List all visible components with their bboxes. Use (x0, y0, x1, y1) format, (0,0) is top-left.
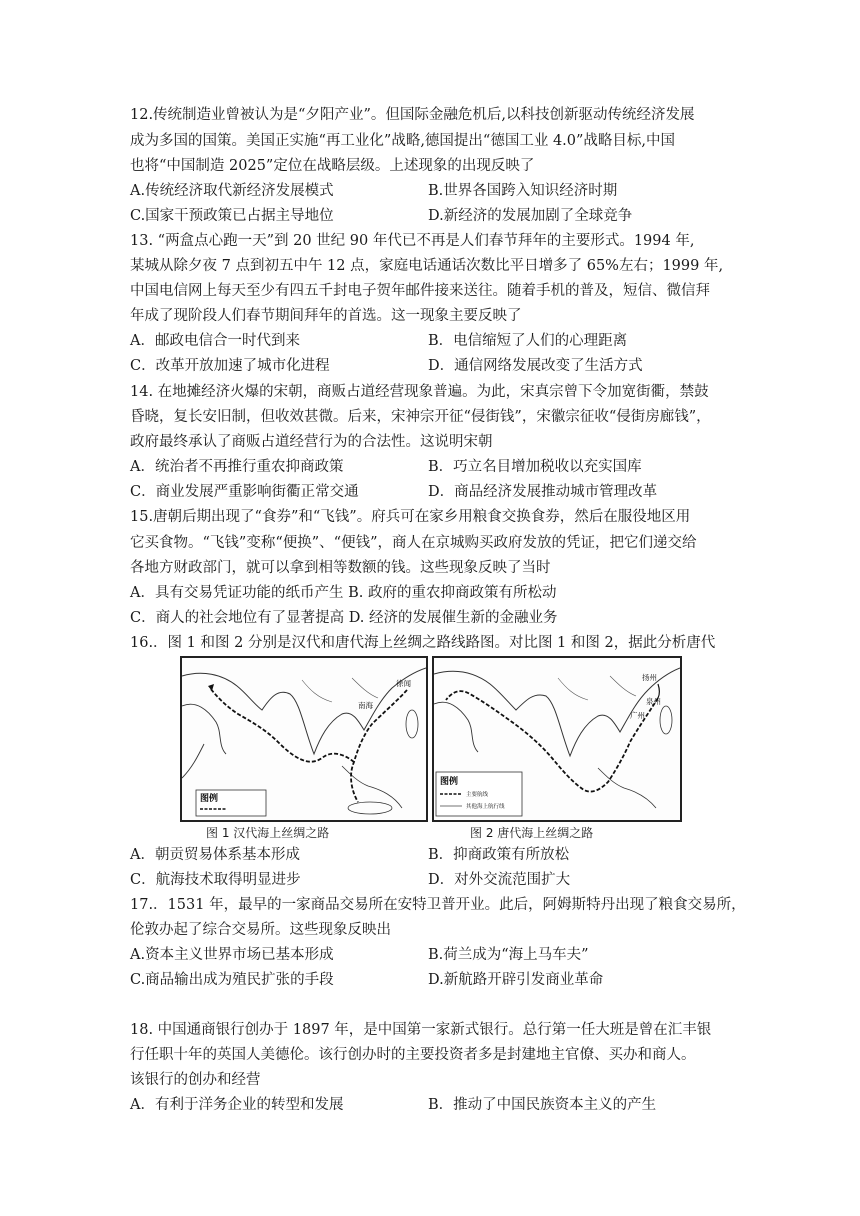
q16-option-d: D．对外交流范围扩大 (428, 872, 571, 888)
q17-line-2: 伦敦办起了综合交易所。这些现象反映出 (130, 922, 391, 938)
q15-options-cd: C．商人的社会地位有了显著提高 D. 经济的发展催生新的金融业务 (130, 610, 558, 626)
q17-option-a: A.资本主义世界市场已基本形成 (130, 947, 334, 963)
map-2-legend-title: 图例 (440, 777, 459, 787)
map-1-coastline-north (182, 668, 426, 754)
map-1-route-line (210, 688, 407, 802)
q16-option-c: C．航海技术取得明显进步 (130, 872, 301, 888)
q17-option-d: D.新航路开辟引发商业革命 (428, 972, 604, 988)
q14-option-c: C．商业发展严重影响街衢正常交通 (130, 484, 359, 500)
q14-option-d: D．商品经济发展推动城市管理改革 (428, 484, 658, 500)
q13-option-c: C．改革开放加速了城市化进程 (130, 358, 330, 374)
q12-option-d: D.新经济的发展加剧了全球竞争 (428, 208, 633, 224)
map-2-drawing (434, 658, 680, 820)
q18-option-b: B．推动了中国民族资本主义的产生 (428, 1097, 657, 1113)
q13-option-b: B．电信缩短了人们的心理距离 (428, 333, 628, 349)
q16-option-b: B．抑商政策有所放松 (428, 847, 570, 863)
q18-option-a: A．有利于洋务企业的转型和发展 (130, 1097, 344, 1113)
q15-line-1: 15.唐朝后期出现了“食券”和“飞钱”。府兵可在家乡用粮食交换食券，然后在服役地区用 (130, 509, 691, 525)
figure-1-caption: 图 1 汉代海上丝绸之路 (206, 826, 330, 840)
figure-2-caption: 图 2 唐代海上丝绸之路 (470, 826, 594, 840)
map-1-label-nanhai: 南海 (358, 701, 373, 710)
q13-line-3: 中国电信网上每天至少有四五千封电子贺年邮件接来送往。随着手机的普及，短信、微信拜 (130, 283, 710, 299)
q15-line-3: 各地方财政部门，就可以拿到相等数额的钱。这些现象反映了当时 (130, 560, 551, 576)
q18-line-3: 该银行的创办和经营 (130, 1072, 261, 1088)
q14-option-b: B．巧立名目增加税收以充实国库 (428, 459, 642, 475)
q17-option-c: C.商品输出成为殖民扩张的手段 (130, 972, 334, 988)
q12-option-b: B.世界各国跨入知识经济时期 (428, 183, 618, 199)
map-1-island-java (348, 802, 392, 814)
q18-line-1: 18. 中国通商银行创办于 1897 年，是中国第一家新式银行。总行第一任大班是曾在汇丰银 (130, 1022, 712, 1038)
q14-line-3: 政府最终承认了商贩占道经营行为的合法性。这说明宋朝 (130, 434, 493, 450)
map-2-label-quanzhou: 泉州 (646, 697, 661, 706)
q13-option-d: D．通信网络发展改变了生活方式 (428, 358, 643, 374)
map-1-river (302, 680, 332, 702)
map-2-label-yangzhou: 扬州 (642, 673, 657, 682)
map-1-legend-title: 图例 (200, 794, 219, 804)
map-2-river (558, 678, 588, 700)
map-2-legend-other-route-label: 其他海上航行线 (466, 804, 505, 810)
q12-option-c: C.国家干预政策已占据主导地位 (130, 208, 334, 224)
q17-line-1: 17.．1531 年，最早的一家商品交易所在安特卫普开业。此后，阿姆斯特丹出现了粮食交易所， (130, 897, 746, 913)
map-2-river (610, 676, 636, 696)
map-2-label-guangzhou: 广州 (630, 711, 645, 720)
map-2-coastline-islands (598, 768, 656, 808)
q14-line-2: 昏晓，复长安旧制，但收效甚微。后来，宋神宗开征“侵街钱”，宋徽宗征收“侵街房廊钱”， (130, 409, 711, 425)
q16-option-a: A．朝贡贸易体系基本形成 (130, 847, 300, 863)
map-1-coastline-arabia (182, 704, 226, 754)
map-1-island-taiwan (406, 710, 418, 738)
figure-1-han-maritime-silk-road-map (180, 656, 428, 822)
q13-option-a: A．邮政电信合一时代到来 (130, 333, 300, 349)
q14-line-1: 14. 在地摊经济火爆的宋朝，商贩占道经营现象普遍。为此，宋真宗曾下令加宽街衢，禁鼓 (130, 384, 709, 400)
map-1-coastline-africa (182, 744, 204, 778)
q12-line-3: 也将“中国制造 2025”定位在战略层级。上述现象的出现反映了 (130, 158, 535, 174)
q16-line-1: 16.．图 1 和图 2 分别是汉代和唐代海上丝绸之路线路图。对比图 1 和图 2，据此分析唐代 (130, 635, 716, 651)
map-2-island-taiwan (660, 706, 672, 734)
q18-line-2: 行任职十年的英国人美德伦。该行创办时的主要投资者多是封建地主官僚、买办和商人。 (130, 1047, 696, 1063)
map-2-legend-main-route-label: 主要航线 (466, 792, 489, 798)
q17-option-b: B.荷兰成为“海上马车夫” (428, 947, 589, 963)
q13-line-2: 某城从除夕夜 7 点到初五中午 12 点，家庭电话通话次数比平日增多了 65%左右；1999 年, (130, 258, 724, 274)
q12-line-2: 成为多国的国策。美国正实施“再工业化”战略,德国提出“德国工业 4.0”战略目标,中国 (130, 133, 676, 149)
q15-options-ab: A．具有交易凭证功能的纸币产生 B. 政府的重农抑商政策有所松动 (130, 585, 557, 601)
q15-line-2: 它买食物。“飞钱”变称“便换”、“便钱”，商人在京城购买政府发放的凭证，把它们递交给 (130, 535, 697, 551)
map-2-route-coastal (658, 684, 660, 698)
map-1-river (352, 678, 378, 698)
map-1-label-xuwen: 徐闻 (396, 679, 411, 688)
q14-option-a: A．统治者不再推行重农抑商政策 (130, 459, 344, 475)
q13-line-4: 年成了现阶段人们春节期间拜年的首选。这一现象主要反映了 (130, 308, 522, 324)
map-1-drawing (182, 658, 426, 820)
q12-option-a: A.传统经济取代新经济发展模式 (130, 183, 334, 199)
q13-line-1: 13. “两盒点心跑一天”到 20 世纪 90 年代已不再是人们春节拜年的主要形式。1994 年, (130, 233, 695, 249)
map-2-coastline-arabia (434, 702, 478, 752)
q12-line-1: 12.传统制造业曾被认为是“夕阳产业”。但国际金融危机后,以科技创新驱动传统经济发展 (130, 107, 695, 123)
figure-2-tang-maritime-silk-road-map (432, 656, 682, 822)
